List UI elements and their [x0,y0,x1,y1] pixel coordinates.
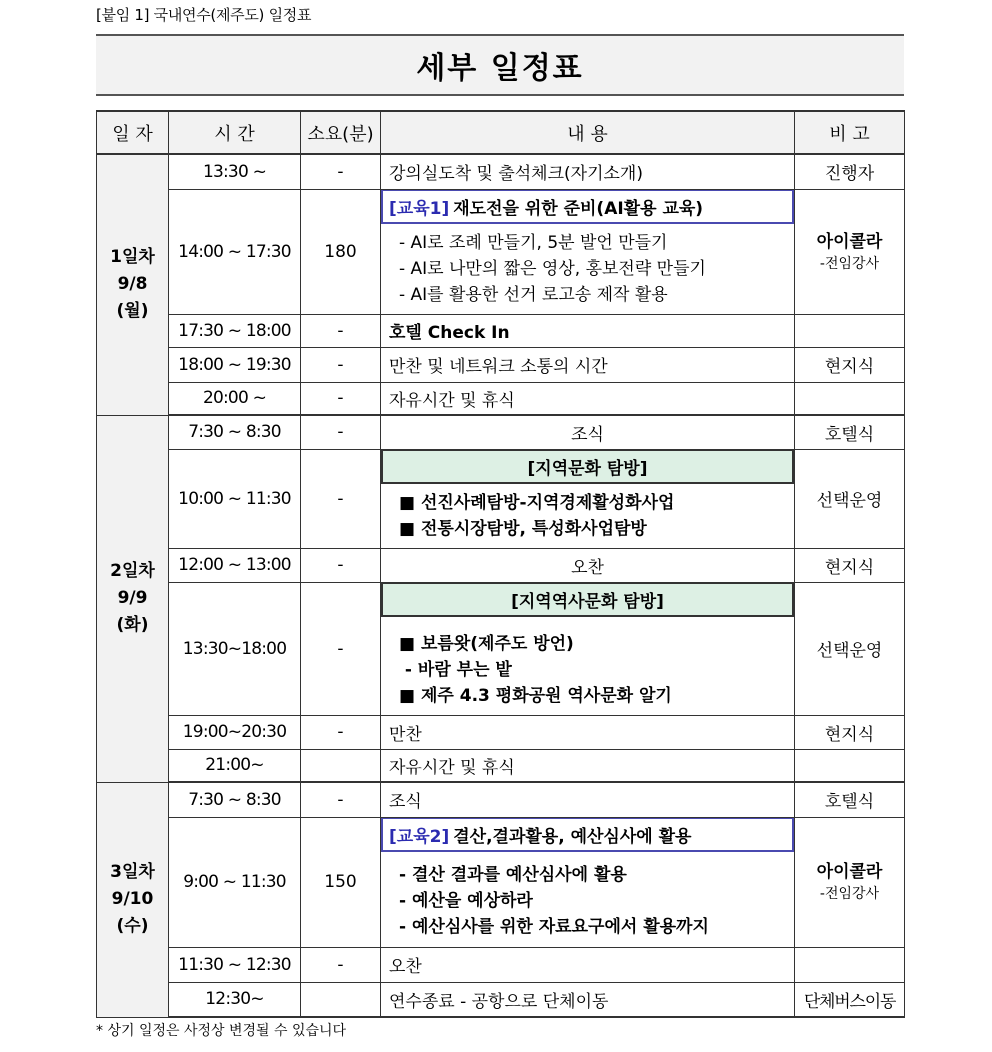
duration-cell: - [301,382,381,415]
time-cell: 12:00 ~ 13:00 [169,548,301,582]
duration-cell: 180 [301,189,381,314]
content-cell: 조식 [381,415,795,449]
table-row [97,154,905,189]
table-row [97,189,905,314]
content-cell: 조식 [381,782,795,817]
note-cell: 아이콜라 -전임강사 [795,817,905,947]
footnote: * 상기 일정은 사정상 변경될 수 있습니다 [96,1023,347,1039]
header-duration: 소요(분) [301,111,381,154]
header-time: 시 간 [169,111,301,154]
time-cell: 17:30 ~ 18:00 [169,314,301,347]
content-cell: 만찬 [381,715,795,749]
tour-title: [지역역사문화 탐방] [511,591,664,612]
session-tag: [교육1] [389,198,450,219]
note-cell [795,382,905,415]
content-cell [381,449,795,548]
duration-cell: - [301,582,381,715]
session-tag: [교육2] [389,826,450,847]
table-row [97,382,905,415]
content-cell: 자유시간 및 휴식 [381,749,795,782]
time-cell: 7:30 ~ 8:30 [169,415,301,449]
time-cell: 7:30 ~ 8:30 [169,782,301,817]
duration-cell [301,749,381,782]
table-row [97,347,905,382]
duration-cell: - [301,314,381,347]
session-box [381,189,794,224]
time-cell: 12:30~ [169,982,301,1017]
header-content: 내 용 [381,111,795,154]
session-box [381,817,794,852]
session-title: 결산,결과활용, 예산심사에 활용 [453,826,692,847]
time-cell: 11:30 ~ 12:30 [169,947,301,982]
tour-details: ■ 보름왓(제주도 방언) - 바람 부는 밭 ■ 제주 4.3 평화공원 역사문화 알기 [399,633,672,706]
duration-cell [301,982,381,1017]
duration-cell: - [301,715,381,749]
content-cell [381,189,795,314]
time-cell: 10:00 ~ 11:30 [169,449,301,548]
note-cell: 선택운영 [795,449,905,548]
duration-cell: 150 [301,817,381,947]
table-row [97,947,905,982]
content-cell: 자유시간 및 휴식 [381,382,795,415]
day-cell: 3일차 9/10 (수) [97,782,169,1017]
note-cell: 현지식 [795,347,905,382]
table-row [97,314,905,347]
table-row [97,582,905,715]
table-row [97,982,905,1017]
table-row [97,782,905,817]
note-cell: 단체버스이동 [795,982,905,1017]
day-cell: 1일차 9/8 (월) [97,154,169,415]
session-details: - AI로 조례 만들기, 5분 발언 만들기 - AI로 나만의 짧은 영상, 홍보전략 만들기 - AI를 활용한 선거 로고송 제작 활용 [399,232,706,305]
note-cell [795,749,905,782]
day-cell: 2일차 9/9 (화) [97,415,169,782]
time-cell: 14:00 ~ 17:30 [169,189,301,314]
schedule-table [96,110,905,1018]
table-row [97,817,905,947]
note-cell: 호텔식 [795,415,905,449]
time-cell: 19:00~20:30 [169,715,301,749]
content-cell: 만찬 및 네트워크 소통의 시간 [381,347,795,382]
page-title: 세부 일정표 [416,51,584,86]
tour-details: ■ 선진사례탐방-지역경제활성화사업 ■ 전통시장탐방, 특성화사업탐방 [399,492,675,539]
caption: [붙임 1] 국내연수(제주도) 일정표 [96,6,312,24]
table-row [97,415,905,449]
title-bar [96,34,904,96]
session-details: - 결산 결과를 예산심사에 활용 - 예산을 예상하라 - 예산심사를 위한 자료요구에서 활용까지 [399,864,709,937]
time-cell: 18:00 ~ 19:30 [169,347,301,382]
time-cell: 20:00 ~ [169,382,301,415]
duration-cell: - [301,782,381,817]
tour-title: [지역문화 탐방] [527,458,648,479]
table-row [97,749,905,782]
table-row [97,449,905,548]
header-row [97,111,905,154]
duration-cell: - [301,947,381,982]
duration-cell: - [301,154,381,189]
content-cell: 오찬 [381,548,795,582]
content-cell: 오찬 [381,947,795,982]
duration-cell: - [301,449,381,548]
note-cell: 아이콜라 -전임강사 [795,189,905,314]
content-cell [381,582,795,715]
time-cell: 9:00 ~ 11:30 [169,817,301,947]
tour-box [381,582,794,617]
header-day: 일 자 [97,111,169,154]
time-cell: 13:30 ~ [169,154,301,189]
note-cell: 호텔식 [795,782,905,817]
note-cell: 진행자 [795,154,905,189]
duration-cell: - [301,347,381,382]
content-cell: 연수종료 - 공항으로 단체이동 [381,982,795,1017]
time-cell: 21:00~ [169,749,301,782]
note-cell: 현지식 [795,715,905,749]
duration-cell: - [301,548,381,582]
header-note: 비 고 [795,111,905,154]
duration-cell: - [301,415,381,449]
note-cell [795,947,905,982]
note-cell: 선택운영 [795,582,905,715]
content-cell: 호텔 Check In [381,314,795,347]
tour-box [381,449,794,484]
note-cell [795,314,905,347]
table-row [97,715,905,749]
session-title: 재도전을 위한 준비(AI활용 교육) [453,198,704,219]
note-cell: 현지식 [795,548,905,582]
content-cell: 강의실도착 및 출석체크(자기소개) [381,154,795,189]
time-cell: 13:30~18:00 [169,582,301,715]
table-row [97,548,905,582]
content-cell [381,817,795,947]
